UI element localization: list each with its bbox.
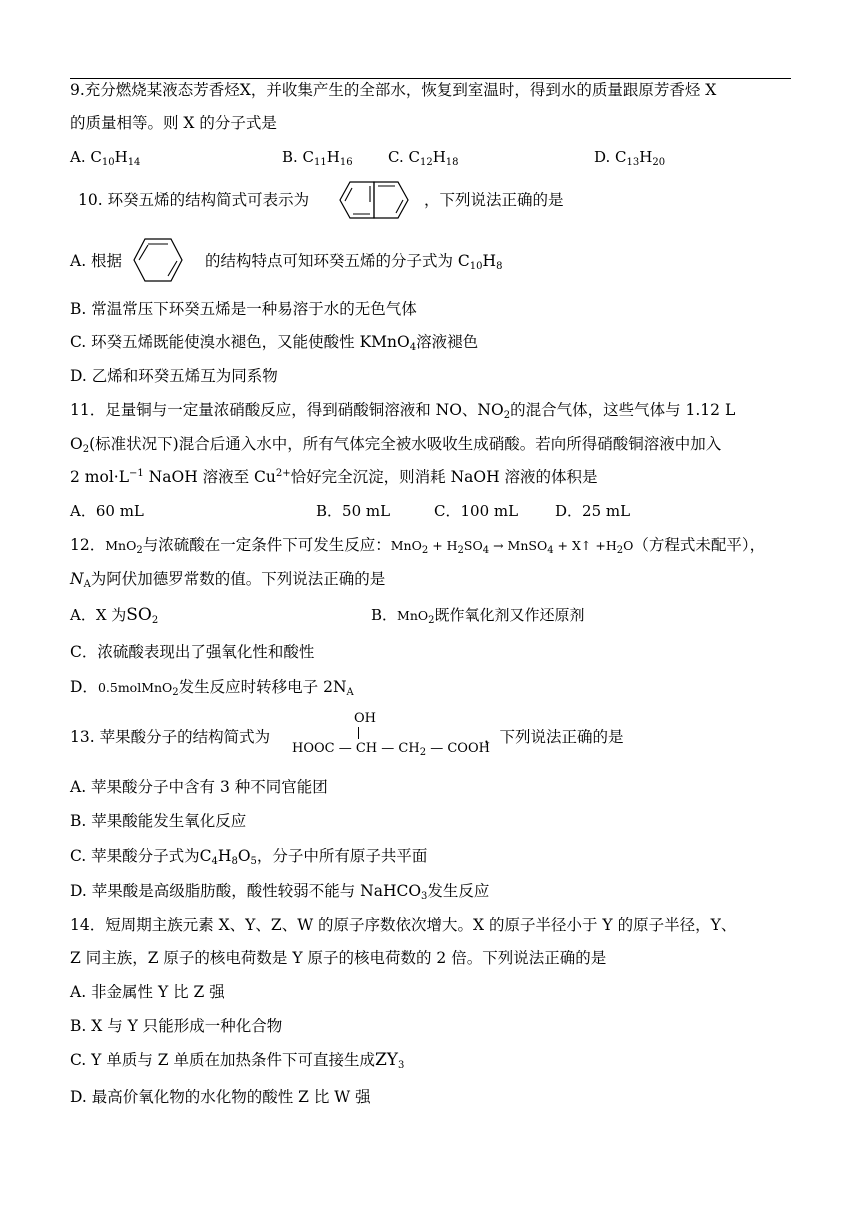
q10-option-c: C. 环癸五烯既能使溴水褪色，又能使酸性 KMnO$_4$溶液褪色	[70, 333, 479, 353]
q9-stem-line1: 9.充分燃烧某液态芳香烃X，并收集产生的全部水，恢复到室温时，得到水的质量跟原芳香烃 X	[70, 81, 717, 99]
top-rule	[70, 78, 791, 79]
benzene-structure-icon	[132, 236, 184, 284]
q9-option-b: B. $C_{11}H_{16}$	[282, 148, 353, 168]
q13-option-b: B. 苹果酸能发生氧化反应	[70, 812, 247, 830]
malic-acid-oh-label: OH	[354, 711, 376, 726]
q10-option-a-post: 的结构特点可知环癸五烯的分子式为 $C_{10}H_8$	[205, 252, 503, 272]
q11-option-d: D．25 mL	[555, 502, 631, 520]
q9-stem-line2: 的质量相等。则 X 的分子式是	[70, 114, 277, 132]
q13-option-c: C. 苹果酸分子式为$C_4H_8O_5$，分子中所有原子共平面	[70, 847, 428, 867]
q13-option-d: D. 苹果酸是高级脂肪酸，酸性较弱不能与 NaHCO$_3$发生反应	[70, 882, 490, 902]
q14-option-a: A. 非金属性 Y 比 Z 强	[70, 983, 225, 1001]
q9-option-d: D. $C_{13}H_{20}$	[594, 148, 666, 168]
q11-stem-line2: $O_2$(标准状况下)混合后通入水中，所有气体完全被水吸收生成硝酸。若向所得硝酸铜溶液中加入	[70, 435, 722, 455]
q10-option-a-pre: A. 根据	[70, 252, 123, 270]
q10-stem-a: 10. 环癸五烯的结构简式可表示为	[78, 191, 310, 209]
malic-acid-oh-bond	[358, 727, 360, 739]
q11-stem-line1: 11．足量铜与一定量浓硝酸反应，得到硝酸铜溶液和 NO、$NO_2$的混合气体，这些气体与 1.12 L	[70, 401, 736, 421]
q14-option-b: B. X 与 Y 只能形成一种化合物	[70, 1017, 283, 1035]
q11-option-a: A．60 mL	[70, 502, 144, 520]
q11-option-c: C．100 mL	[434, 502, 519, 520]
cyclodecapentaene-structure-icon	[338, 178, 410, 222]
q9-option-c: C. $C_{12}H_{18}$	[388, 148, 459, 168]
q10-option-b: B. 常温常压下环癸五烯是一种易溶于水的无色气体	[70, 300, 417, 318]
q11-stem-line3: 2 $mol\cdot L^{-1}$ NaOH 溶液至 $Cu^{2+}$恰好完全沉淀，则消耗 NaOH 溶液的体积是	[70, 468, 598, 486]
q10-option-d: D. 乙烯和环癸五烯互为同系物	[70, 367, 278, 385]
q14-option-d: D. 最高价氧化物的水化物的酸性 Z 比 W 强	[70, 1088, 371, 1106]
q10-stem-b: ，下列说法正确的是	[424, 191, 564, 209]
q12-equation: $MnO_2 + H_2SO_4$ → MnSO$_4$ + X↑ $+H_2O$	[390, 538, 634, 556]
q13-stem-b: ，下列说法正确的是	[484, 728, 624, 746]
q12-stem-line1: 12．MnO$_2$与浓硫酸在一定条件下可发生反应：$MnO_2 + H_2SO_4$ → MnSO$_4$ + X↑ $+H_2O$（方程式未配平），	[70, 536, 766, 556]
q13-stem-a: 13. 苹果酸分子的结构简式为	[70, 728, 271, 746]
q14-stem-line1: 14．短周期主族元素 X、Y、Z、W 的原子序数依次增大。X 的原子半径小于 Y 的原子半径，Y、	[70, 916, 737, 934]
q11-option-b: B．50 mL	[316, 502, 391, 520]
q13-option-a: A. 苹果酸分子中含有 3 种不同官能团	[70, 778, 328, 796]
q14-stem-line2: Z 同主族，Z 原子的核电荷数是 Y 原子的核电荷数的 2 倍。下列说法正确的是	[70, 949, 607, 967]
malic-acid-structure: HOOC — CH — $CH_2$ — COOH	[292, 741, 490, 758]
q12-option-c: C．浓硫酸表现出了强氧化性和酸性	[70, 643, 315, 661]
q12-option-b: B．MnO$_2$既作氧化剂又作还原剂	[371, 606, 585, 626]
q14-option-c: C. Y 单质与 Z 单质在加热条件下可直接生成$ZY_3$	[70, 1050, 405, 1071]
q12-option-a: A．X 为$SO_2$	[70, 605, 159, 626]
q9-option-a: A. $C_{10}H_{14}$	[70, 148, 141, 168]
q12-option-d: D．0.5molMnO$_2$发生反应时转移电子 $2N_A$	[70, 678, 354, 698]
q12-stem-line2: $N_A$为阿伏加德罗常数的值。下列说法正确的是	[70, 570, 386, 590]
